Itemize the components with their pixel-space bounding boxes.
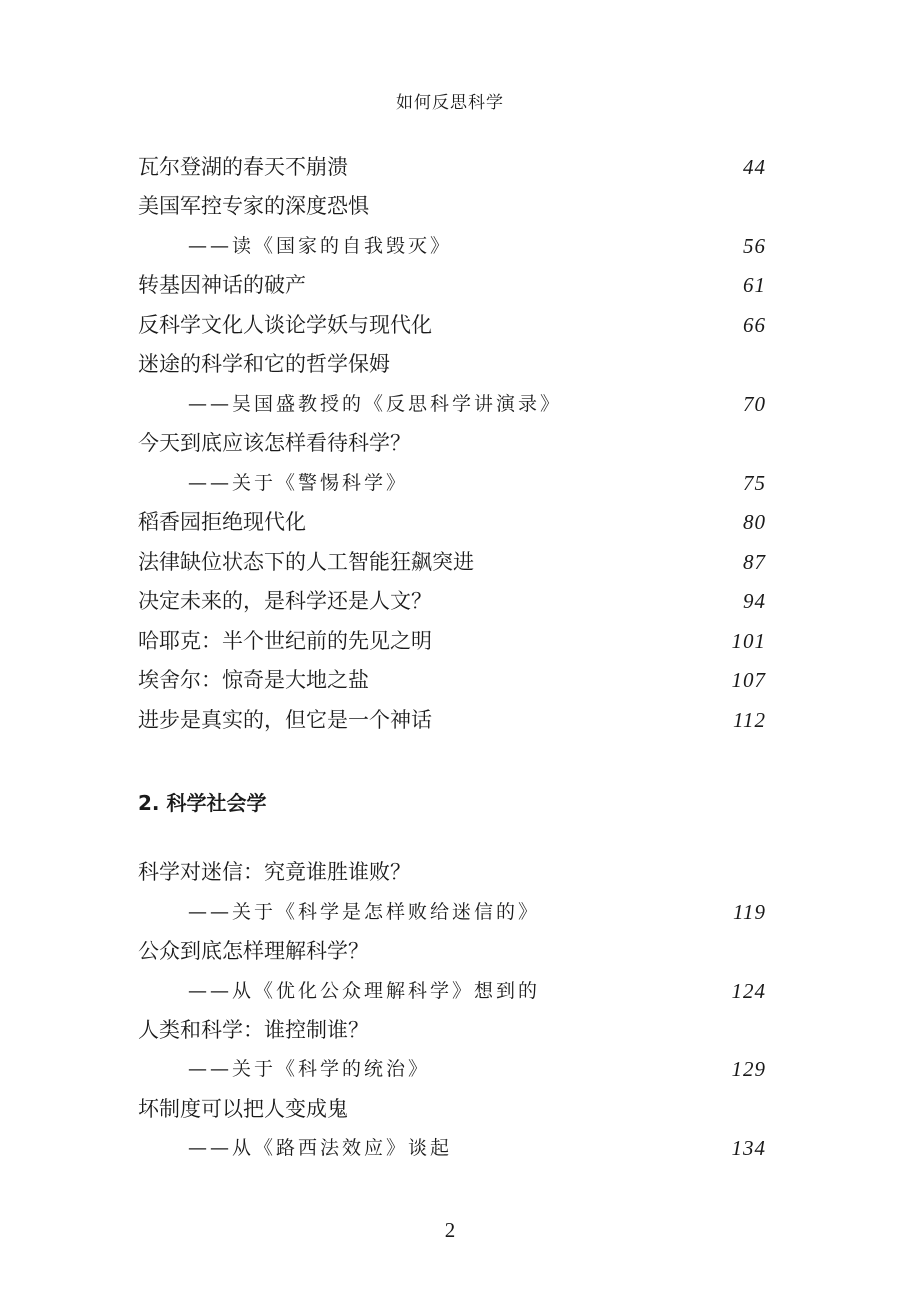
toc-entry[interactable]	[138, 270, 766, 300]
toc-entry-page: 44	[743, 155, 766, 179]
toc-entry-subtitle[interactable]	[138, 231, 766, 261]
toc-entry[interactable]	[138, 1015, 766, 1045]
toc-entry-subtitle[interactable]	[138, 389, 766, 419]
toc-entry[interactable]	[138, 857, 766, 887]
toc-entry-page: 75	[743, 471, 766, 495]
toc-entry[interactable]	[138, 349, 766, 379]
toc-entry-page: 101	[731, 629, 766, 653]
toc-entry-title: 哈耶克：半个世纪前的先见之明	[138, 629, 432, 653]
toc-entry-title: ——吴国盛教授的《反思科学讲演录》	[188, 393, 563, 415]
toc-entry-title: 决定未来的，是科学还是人文？	[138, 589, 432, 613]
toc-entry-title: ——关于《科学是怎样败给迷信的》	[188, 901, 541, 923]
toc-entry-subtitle[interactable]	[138, 468, 766, 498]
toc-entry-page: 87	[743, 550, 766, 574]
toc-entry-title: 迷途的科学和它的哲学保姆	[138, 352, 390, 376]
toc-entry-title: 进步是真实的，但它是一个神话	[138, 708, 432, 732]
toc-entry[interactable]	[138, 665, 766, 695]
toc-entry-page: 70	[743, 392, 766, 416]
toc-entry-title: 埃舍尔：惊奇是大地之盐	[138, 668, 369, 692]
toc-entry-title: 科学对迷信：究竟谁胜谁败？	[138, 860, 411, 884]
toc-entry-page: 56	[743, 234, 766, 258]
toc-entry-title: ——从《路西法效应》谈起	[188, 1137, 453, 1159]
toc-entry-title: 美国军控专家的深度恐惧	[138, 194, 369, 218]
toc-entry-title: ——从《优化公众理解科学》想到的	[188, 980, 541, 1002]
toc-entry[interactable]	[138, 705, 766, 735]
toc-entry-page: 61	[743, 273, 766, 297]
toc-entry-title: 法律缺位状态下的人工智能狂飙突进	[138, 550, 474, 574]
toc-entry-title: 人类和科学：谁控制谁？	[138, 1018, 369, 1042]
toc-entry[interactable]	[138, 507, 766, 537]
section-heading[interactable]: 2. 科学社会学	[138, 791, 267, 815]
toc-entry-title: 反科学文化人谈论学妖与现代化	[138, 313, 432, 337]
toc-entry[interactable]	[138, 936, 766, 966]
toc-entry-page: 129	[731, 1057, 766, 1081]
toc-entry-title: 转基因神话的破产	[138, 273, 306, 297]
toc-entry[interactable]	[138, 1094, 766, 1124]
toc-entry-page: 112	[733, 708, 766, 732]
page-number: 2	[444, 1218, 456, 1242]
toc-entry[interactable]	[138, 152, 766, 182]
toc-entry-page: 66	[743, 313, 766, 337]
toc-entry-title: ——关于《警惕科学》	[188, 472, 409, 494]
toc-entry-subtitle[interactable]	[138, 1054, 766, 1084]
toc-entry-title: 稻香园拒绝现代化	[138, 510, 306, 534]
toc-entry-title: 今天到底应该怎样看待科学？	[138, 431, 411, 455]
toc-entry[interactable]	[138, 626, 766, 656]
toc-entry-page: 107	[731, 668, 766, 692]
toc-entry-page: 119	[733, 900, 766, 924]
toc-entry-title: ——关于《科学的统治》	[188, 1058, 431, 1080]
toc-entry[interactable]	[138, 428, 766, 458]
running-head: 如何反思科学	[396, 93, 504, 113]
toc-entry-page: 94	[743, 589, 766, 613]
toc-entry[interactable]	[138, 547, 766, 577]
toc-entry-title: 坏制度可以把人变成鬼	[138, 1097, 348, 1121]
toc-entry-subtitle[interactable]	[138, 976, 766, 1006]
toc-entry[interactable]	[138, 586, 766, 616]
toc-entry-page: 134	[731, 1136, 766, 1160]
toc-entry[interactable]	[138, 191, 766, 221]
toc-entry-subtitle[interactable]	[138, 897, 766, 927]
toc-entry-title: ——读《国家的自我毁灭》	[188, 235, 453, 257]
toc-entry-title: 公众到底怎样理解科学？	[138, 939, 369, 963]
toc-entry-subtitle[interactable]	[138, 1133, 766, 1163]
toc-entry-page: 124	[731, 979, 766, 1003]
toc-entry-title: 瓦尔登湖的春天不崩溃	[138, 155, 348, 179]
toc-entry[interactable]	[138, 310, 766, 340]
toc-entry-page: 80	[743, 510, 766, 534]
